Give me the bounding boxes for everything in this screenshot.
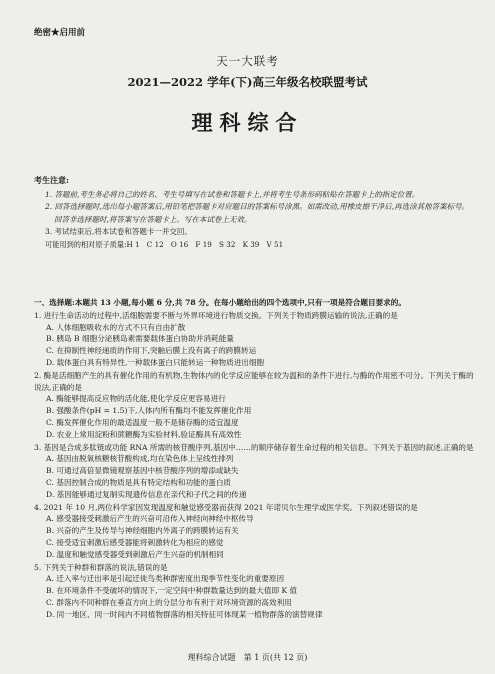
exam-header [0,53,495,137]
question-stem: 5. 下列关于种群和群落的说法,错误的是 [34,562,168,572]
question-option: C. 接受适宜刺激后感受器能将刺激转化为相应的感觉 [46,537,224,547]
question-option: C. 群落内不同种群在垂直方向上的分层分布有利于对环境资源的高效利用 [46,597,292,607]
question-option: B. 胰岛 B 细胞分泌胰岛素需要载体蛋白协助并消耗能量 [46,334,234,344]
candidate-notes [34,174,475,251]
question-option: A. 感受器接受刺激后产生的兴奋可沿传入神经向神经中枢传导 [46,514,254,524]
notes-heading: 考生注意: [34,175,69,185]
note-item: 3. 考试结束后,将本试卷和答题卡一并交回。 [45,227,192,236]
subject-title: 理科综合 [191,110,304,135]
question-stem: 4. 2021 年 10 月,两位科学家因发现温度和触觉感受器而获得 2021 年诺贝尔生理学或医学奖。下列叙述错误的是 [34,502,418,512]
question-option: C. 酶发挥催化作用的最适温度一般不是储存酶的适宜温度 [46,417,239,427]
question-option: B. 在环境条件不受破坏的情况下,一定空间中种群数量达到的最大值即 K 值 [46,586,298,596]
question-option: A. 迁入率与迁出率是引起迁徙鸟类种群密度出现季节性变化的重要原因 [46,574,285,584]
question-option: C. 基因控制合成的物质是具有特定结构和功能的蛋白质 [46,477,232,487]
question-option: D. 同一地区、同一时间内不同植物群落的相关特征可体现某一植物群落的演替规律 [46,609,323,619]
page-footer: 理科综合试题 第 1 页(共 12 页) [187,653,308,662]
question-option: B. 强酸条件(pH = 1.5)下,人体内所有酶均不能发挥催化作用 [46,406,252,416]
question-option: C. 在抑制性神经递质的作用下,突触后膜上没有离子的跨膜转运 [46,346,257,356]
question-section [34,297,475,621]
exam-subtitle: 2021—2022 学年(下)高三年级名校联盟考试 [127,75,368,89]
question-option: B. 兴奋的产生及传导与神经细胞内外离子的跨膜转运有关 [46,526,239,536]
question-option: B. 可通过高倍显微镜观察基因中核苷酸序列的增添或缺失 [46,466,239,476]
atomic-masses: 可能用到的相对原子质量:H 1 C 12 O 16 F 19 S 32 K 39 V 51 [45,239,284,249]
question-option: D. 基因能够通过复制实现遗传信息在亲代和子代之间的传递 [46,489,247,499]
question-stem: 3. 基因是合成多肽链或功能 RNA 所需的核苷酸序列,基因中……的顺序储存着生命过程的相关信息。下列关于基因的叙述,正确的是 [34,442,474,452]
question-option: A. 基因由脱氧核糖核苷酸构成,均在染色体上呈线性排列 [46,454,234,464]
question-stem: 2. 酶是活细胞产生的具有催化作用的有机物,生物体内的化学反应能够在较为温和的条件下进行,与酶的作用密不可分。下列关于酶的说法,正确的是 [34,370,474,392]
confidential-label: 绝密★启用前 [34,28,86,38]
note-item: 2. 回答选择题时,选出每小题答案后,用铅笔把答题卡对应题目的答案标号涂黑。如需改动,用橡皮擦干净后,再选涂其他答案标号。回答非选择题时,将答案写在答题卡上。写在本试卷上无效。 [45,202,470,224]
question-option: A. 人体细胞吸收水的方式不只有自由扩散 [46,322,186,332]
question-option: D. 载体蛋白具有特异性,一种载体蛋白只能转运一种物质进出细胞 [46,357,265,367]
question-stem: 1. 进行生命活动的过程中,活细胞需要不断与外界环境进行物质交换。下列关于物质跨膜运输的说法,正确的是 [34,310,398,320]
note-item: 1. 答题前,考生务必将自己的姓名、考生号填写在试卷和答题卡上,并将考生号条形码粘贴在答题卡上的指定位置。 [45,189,420,199]
question-option: A. 酶能够提高反应物的活化能,使化学反应更容易进行 [46,394,226,404]
question-option: D. 农业上常用淀粉和蔗糖酶为实验材料,验证酶具有高效性 [46,429,242,439]
exam-title: 天一大联考 [216,54,279,68]
question-option: D. 温度和触觉感受器受到刺激后产生兴奋的机制相同 [46,549,224,559]
section-heading: 一、选择题:本题共 13 小题,每小题 6 分,共 78 分。在每小题给出的四个选项中,只有一项是符合题目要求的。 [34,298,406,307]
